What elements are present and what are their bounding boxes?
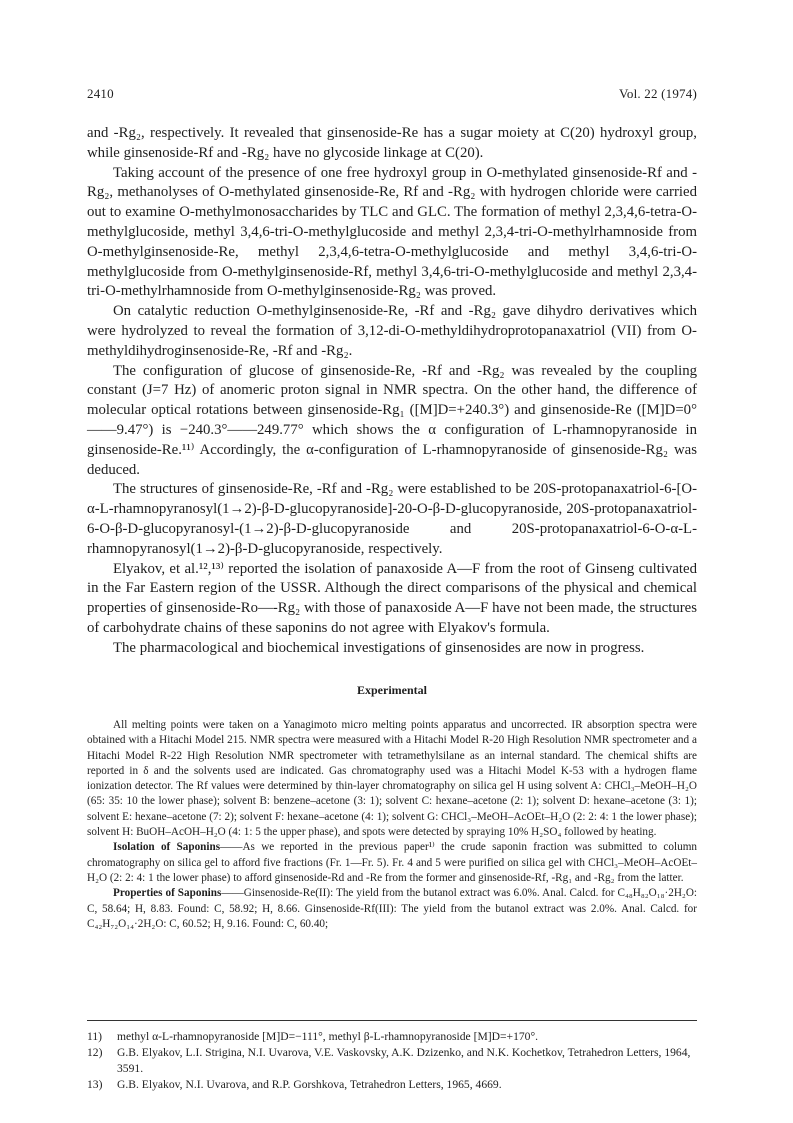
footnote-number: 11): [87, 1030, 103, 1043]
experimental-text: [87, 718, 697, 932]
paragraph: and -Rg₂, respectively. It revealed that ginsenoside-Re has a sugar moiety at C(20) hydroxyl group, while ginsenoside-Rf and -Rg₂ have no glycoside linkage at C(20).: [87, 125, 697, 161]
properties-text: ——Ginsenoside-Re(II): The yield from the butanol extract was 6.0%. Anal. Calcd. for C₄₈H₈₂O₁₈·2H₂O: C, 58.64; H, 8.83. Found: C, 58.92; H, 8.66. Ginsenoside-Rf(III): The yield from the butanol extract was 2.0%. Anal. Calcd. for C₄₂H₇₂O₁₄·2H₂O: C, 60.52; H, 9.16. Found: C, 60.40;: [87, 887, 698, 930]
page-number: 2410: [87, 86, 114, 101]
paragraph: The structures of ginsenoside-Re, -Rf and -Rg₂ were established to be 20S-protopanaxatriol-6-[O-α-L-rhamnopyranosyl(1→2)-β-D-glucopyranoside]-20-O-β-D-glucopyranoside, 20S-protopanaxatriol-6-O-β-D-glucopyranosyl-(1→2)-β-D-glucopyranoside and 20S-protopanaxatriol-6-O-α-L-rhamnopyranosyl(1→2)-β-D-glucopyranoside, respectively.: [87, 481, 697, 557]
experimental-general: All melting points were taken on a Yanagimoto micro melting points apparatus and uncorrected. IR absorption spectra were obtained with a Hitachi Model 215. NMR spectra were measured with a Hitachi Model R-20 High Resolution NMR spectrometer and a Hitachi Model R-22 High Resolution NMR spectrometer with tetramethylsilane as an internal standard. The chemical shifts are reported in δ and the solvents used are indicated. Gas chromatography used was a Hitachi Model K-53 with a hydrogen flame ionization detector. The Rf values were determined by thin-layer chromatography on silica gel H using solvent A: CHCl₃–MeOH–H₂O (65: 35: 10 the lower phase); solvent B: benzene–acetone (3: 1); solvent C: hexane–acetone (2: 1); solvent D: hexane–acetone (3: 1); solvent E: hexane–acetone (7: 2); solvent F: hexane–acetone (4: 1); solvent G: CHCl₃–MeOH–AcOEt–H₂O (2: 2: 4: 1 the lower phase); solvent H: BuOH–AcOH–H₂O (4: 1: 5 the upper phase), and spots were detected by spraying 10% H₂SO₄ followed by heating.: [87, 719, 697, 839]
experimental-properties: [87, 886, 697, 932]
footnote-number: 13): [87, 1078, 103, 1091]
footnote-text: methyl α-L-rhamnopyranoside [M]D=−111°, methyl β-L-rhamnopyranoside [M]D=+170°.: [117, 1030, 538, 1043]
footnote: [87, 1045, 697, 1077]
footnote-text: G.B. Elyakov, N.I. Uvarova, and R.P. Gorshkova, Tetrahedron Letters, 1965, 4669.: [117, 1078, 502, 1091]
paragraph: On catalytic reduction O-methylginsenoside-Re, -Rf and -Rg₂ gave dihydro derivatives which were hydrolyzed to reveal the formation of 3,12-di-O-methyldihydroprotopanaxatriol (VII) from O-methyldihydroginsenoside-Re, -Rf and -Rg₂.: [87, 303, 697, 359]
footnote: [87, 1029, 697, 1045]
run-in-heading: Properties of Saponins: [113, 887, 222, 900]
isolation-text: ——As we reported in the previous paper¹⁾ the crude saponin fraction was submitted to column chromatography on silica gel to afford five fractions (Fr. 1—Fr. 5). Fr. 4 and 5 were purified on silica gel with CHCl₃–MeOH–AcOEt–H₂O (2: 2: 4: 1 the lower phase) to afford ginsenoside-Rd and -Re from the former and ginsenoside-Rf, -Rg₁ and -Rg₂ from the latter.: [87, 841, 697, 884]
paragraph: The configuration of glucose of ginsenoside-Re, -Rf and -Rg₂ was revealed by the coupling constant (J=7 Hz) of anomeric proton signal in NMR spectra. On the other hand, the difference of molecular optical rotations between ginsenoside-Rg₁ ([M]D=+240.3°) and ginsenoside-Re ([M]D=0°——9.47°) is −240.3°——249.77° which shows the α configuration of L-rhamnopyranoside in ginsenoside-Re.¹¹⁾ Accordingly, the α-configuration of L-rhamnopyranoside of ginsenoside-Rg₂ was deduced.: [87, 362, 697, 478]
footnotes: [87, 1029, 697, 1093]
main-text: [87, 124, 697, 659]
footnote-number: 12): [87, 1046, 103, 1059]
paragraph: Elyakov, et al.¹²,¹³⁾ reported the isolation of panaxoside A—F from the root of Ginseng cultivated in the Far Eastern region of the USSR. Although the direct comparisons of the physical and chemical properties of ginsenoside-Ro—-Rg₂ with those of panaxoside A—F have not been made, the structures of carbohydrate chains of these saponins do not agree with Elyakov's formula.: [87, 560, 697, 636]
paragraph: Taking account of the presence of one free hydroxyl group in O-methylated ginsenoside-Rf and -Rg₂, methanolyses of O-methylated ginsenoside-Re, Rf and -Rg₂ with hydrogen chloride were carried out to examine O-methylmonosaccharides by TLC and GLC. The formation of methyl 2,3,4,6-tetra-O-methylglucoside, methyl 3,4,6-tri-O-methylglucoside and methyl 2,3,4-tri-O-methylrhamnoside from O-methylginsenoside-Re, methyl 2,3,4,6-tetra-O-methylglucoside and methyl 3,4,6-tri-O-methylglucoside from O-methylginsenoside-Rf, methyl 3,4,6-tri-O-methylglucoside and methyl 2,3,4-tri-O-methylrhamnoside from O-methylginsenoside-Rg₂ was proved.: [87, 164, 697, 300]
run-in-heading: Isolation of Saponins: [113, 841, 221, 854]
volume-label: Vol. 22 (1974): [618, 86, 697, 101]
experimental-isolation: [87, 840, 697, 886]
footnote-divider: [87, 1020, 697, 1021]
paragraph: The pharmacological and biochemical investigations of ginsenosides are now in progress.: [113, 639, 645, 656]
running-header: [87, 86, 697, 104]
footnote-text: G.B. Elyakov, L.I. Strigina, N.I. Uvarova, V.E. Vaskovsky, A.K. Dzizenko, and N.K. Kochetkov, Tetrahedron Letters, 1964, 3591.: [117, 1046, 691, 1075]
section-heading: Experimental: [357, 683, 427, 697]
footnote: [87, 1077, 697, 1093]
